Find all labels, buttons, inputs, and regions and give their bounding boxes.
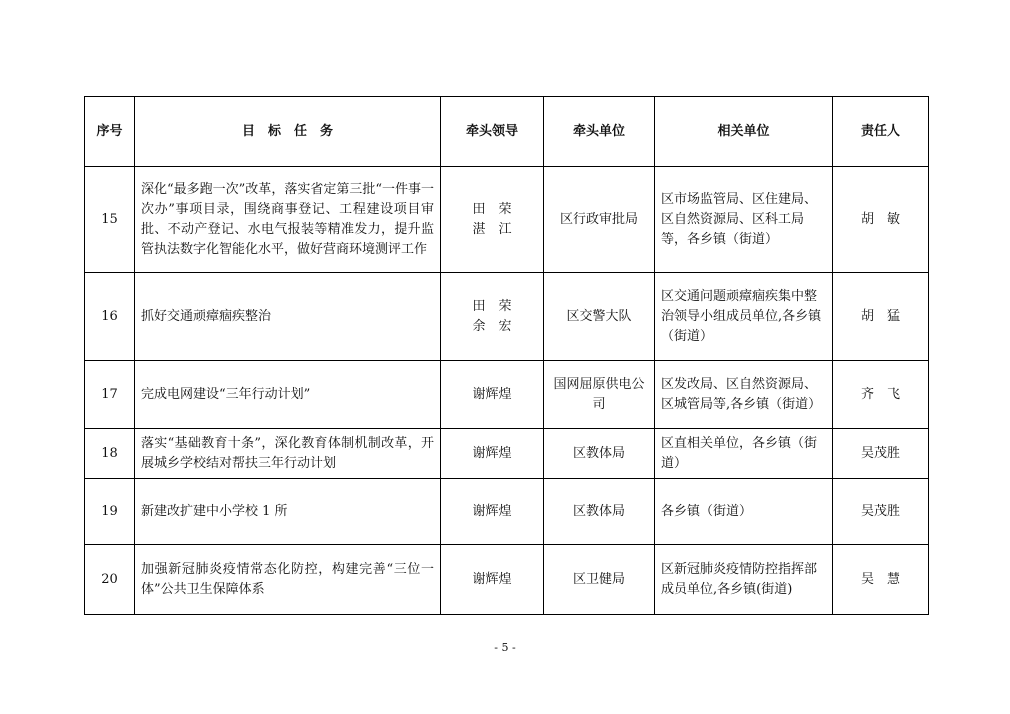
row-lead-unit: 区教体局 [544,429,655,479]
row-related-units: 区直相关单位，各乡镇（街道） [655,429,833,479]
row-lead-unit: 国网屈原供电公司 [544,361,655,429]
row-index: 19 [85,479,135,545]
table-row [85,167,929,273]
row-task: 完成电网建设“三年行动计划” [135,361,441,429]
row-responsible: 吴茂胜 [833,479,929,545]
header-task: 目 标 任 务 [135,97,441,167]
row-index: 18 [85,429,135,479]
leader-name: 谢辉煌 [472,571,512,587]
row-responsible: 胡 猛 [833,273,929,361]
table-row [85,273,929,361]
leader-name: 余 宏 [472,318,512,334]
row-task: 加强新冠肺炎疫情常态化防控，构建完善“三位一体”公共卫生保障体系 [135,545,441,615]
table-row [85,429,929,479]
row-task: 落实“基础教育十条”，深化教育体制机制改革，开展城乡学校结对帮扶三年行动计划 [135,429,441,479]
header-row [85,97,929,167]
row-related-units: 各乡镇（街道） [655,479,833,545]
row-leaders [441,361,544,429]
row-leaders [441,167,544,273]
leader-name: 谢辉煌 [472,445,512,461]
row-related-units: 区市场监管局、区住建局、区自然资源局、区科工局等，各乡镇（街道） [655,167,833,273]
leader-name: 田 荣 [472,298,512,314]
leader-name: 田 荣 [472,201,512,217]
row-lead-unit: 区交警大队 [544,273,655,361]
row-index: 16 [85,273,135,361]
row-index: 20 [85,545,135,615]
row-task: 抓好交通顽瘴痼疾整治 [135,273,441,361]
row-related-units: 区发改局、区自然资源局、区城管局等,各乡镇（街道） [655,361,833,429]
leader-name: 谢辉煌 [472,503,512,519]
row-task: 深化“最多跑一次”改革，落实省定第三批“一件事一次办”事项目录，围绕商事登记、工程建设项目审批、不动产登记、水电气报装等精准发力，提升监管执法数字化智能化水平，做好营商环境测评工作 [135,167,441,273]
row-responsible: 吴 慧 [833,545,929,615]
header-leader: 牵头领导 [441,97,544,167]
row-task: 新建改扩建中小学校 1 所 [135,479,441,545]
row-lead-unit: 区卫健局 [544,545,655,615]
table-row [85,545,929,615]
row-leaders [441,273,544,361]
row-lead-unit: 区教体局 [544,479,655,545]
row-leaders [441,429,544,479]
task-table [84,96,929,615]
row-responsible: 齐 飞 [833,361,929,429]
header-index: 序号 [85,97,135,167]
row-leaders [441,545,544,615]
header-related-units: 相关单位 [655,97,833,167]
row-related-units: 区交通问题顽瘴痼疾集中整治领导小组成员单位,各乡镇（街道） [655,273,833,361]
row-responsible: 吴茂胜 [833,429,929,479]
row-index: 17 [85,361,135,429]
header-lead-unit: 牵头单位 [544,97,655,167]
leader-name: 谢辉煌 [472,386,512,402]
header-responsible: 责任人 [833,97,929,167]
row-related-units: 区新冠肺炎疫情防控指挥部成员单位,各乡镇(街道) [655,545,833,615]
leader-name: 湛 江 [472,221,512,237]
row-responsible: 胡 敏 [833,167,929,273]
row-leaders [441,479,544,545]
table-row [85,479,929,545]
table-row [85,361,929,429]
page-number: - 5 - [494,641,516,654]
row-index: 15 [85,167,135,273]
row-lead-unit: 区行政审批局 [544,167,655,273]
